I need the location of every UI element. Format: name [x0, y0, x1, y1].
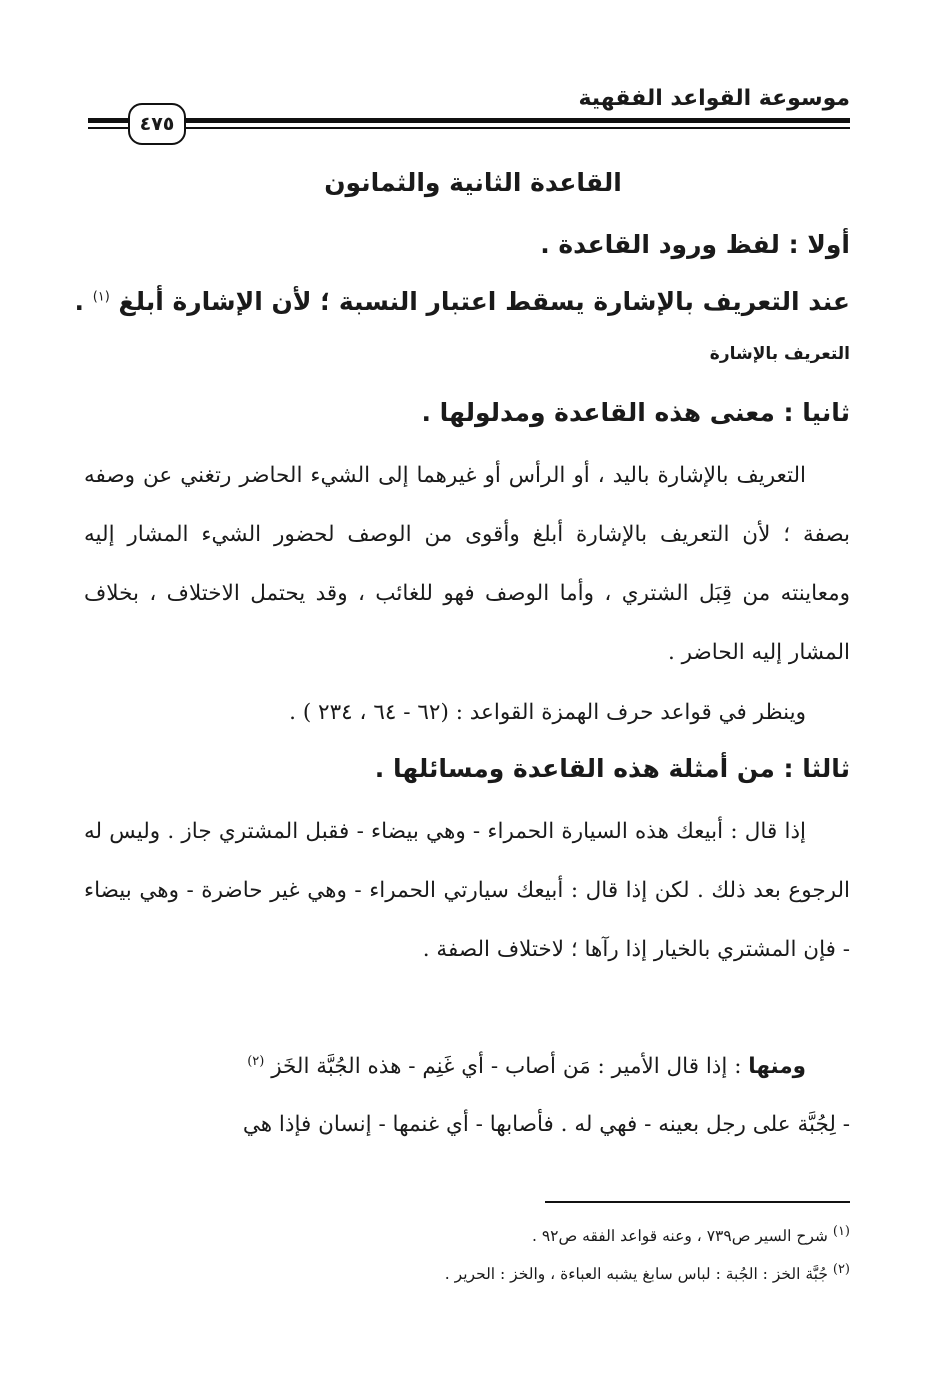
example-paragraph-1: إذا قال : أبيعك هذه السيارة الحمراء - وهي بيضاء - فقبل المشتري جاز . وليس له الرجوع بعد ذلك . لكن إذا قال : أبيعك سيارتي الحمراء - وهي غير حاضرة - وهي بيضاء - فإن المشتري بالخيار إذا رآها ؛ لاختلاف الصفة .	[84, 819, 850, 962]
footnote-2-marker: (٢)	[832, 1262, 850, 1277]
header-rule-thin	[88, 127, 850, 129]
rule-statement	[74, 287, 850, 316]
footnote-1-marker: (١)	[832, 1224, 850, 1239]
example-2-text: : إذا قال الأمير : مَن أصاب - أي غَنِم - هذه الجُبَّة الخَز	[271, 1054, 749, 1080]
side-note: التعريف بالإشارة	[709, 344, 850, 364]
example-paragraph-2-line-2: - لِجُبَّة على رجل بعينه - فهي له . فأصابها - أي غنمها - إنسان فإذا هي	[242, 1112, 850, 1137]
footnote-separator	[545, 1201, 850, 1203]
header-rule-thick	[88, 118, 850, 123]
example-2-lead: ومنها	[748, 1054, 806, 1080]
page-number-badge	[128, 103, 186, 145]
footnote-2	[445, 1262, 850, 1283]
rule-title: القاعدة الثانية والثمانون	[324, 168, 622, 197]
footnote-ref-1: (١)	[92, 289, 110, 305]
section-heading-2: ثانيا : معنى هذه القاعدة ومدلولها .	[421, 398, 850, 427]
section-heading-1: أولا : لفظ ورود القاعدة .	[540, 230, 850, 259]
section-heading-3: ثالثا : من أمثلة هذه القاعدة ومسائلها .	[374, 754, 850, 783]
see-also-line: وينظر في قواعد حرف الهمزة القواعد : (٦٢ - ٦٤ ، ٢٣٤ ) .	[289, 700, 806, 725]
example-paragraph-2-line-1	[247, 1054, 806, 1079]
footnote-1-text: شرح السير ص٧٣٩ ، وعنه قواعد الفقه ص٩٢ .	[531, 1227, 828, 1246]
footnote-1	[532, 1224, 850, 1245]
page-number: ٤٧٥	[139, 113, 175, 135]
footnote-2-text: جُبَّة الخز : الجُبة : لباس سابغ يشبه العباءة ، والخز : الحرير .	[444, 1265, 828, 1284]
running-header-title: موسوعة القواعد الفقهية	[578, 86, 850, 111]
footnote-ref-2: (٢)	[247, 1054, 265, 1069]
rule-statement-text: عند التعريف بالإشارة يسقط اعتبار النسبة ؛ لأن الإشارة أبلغ	[118, 287, 850, 316]
meaning-paragraph: التعريف بالإشارة باليد ، أو الرأس أو غيرهما إلى الشيء الحاضر رتغني عن وصفه بصفة ؛ لأن التعريف بالإشارة أبلغ وأقوى من الوصف لحضور الشيء المشار إليه ومعاينته من قِبَل الشتري ، وأما الوصف فهو للغائب ، وقد يحتمل الاختلاف ، بخلاف المشار إليه الحاضر .	[84, 463, 850, 665]
rule-statement-end: .	[74, 287, 84, 316]
